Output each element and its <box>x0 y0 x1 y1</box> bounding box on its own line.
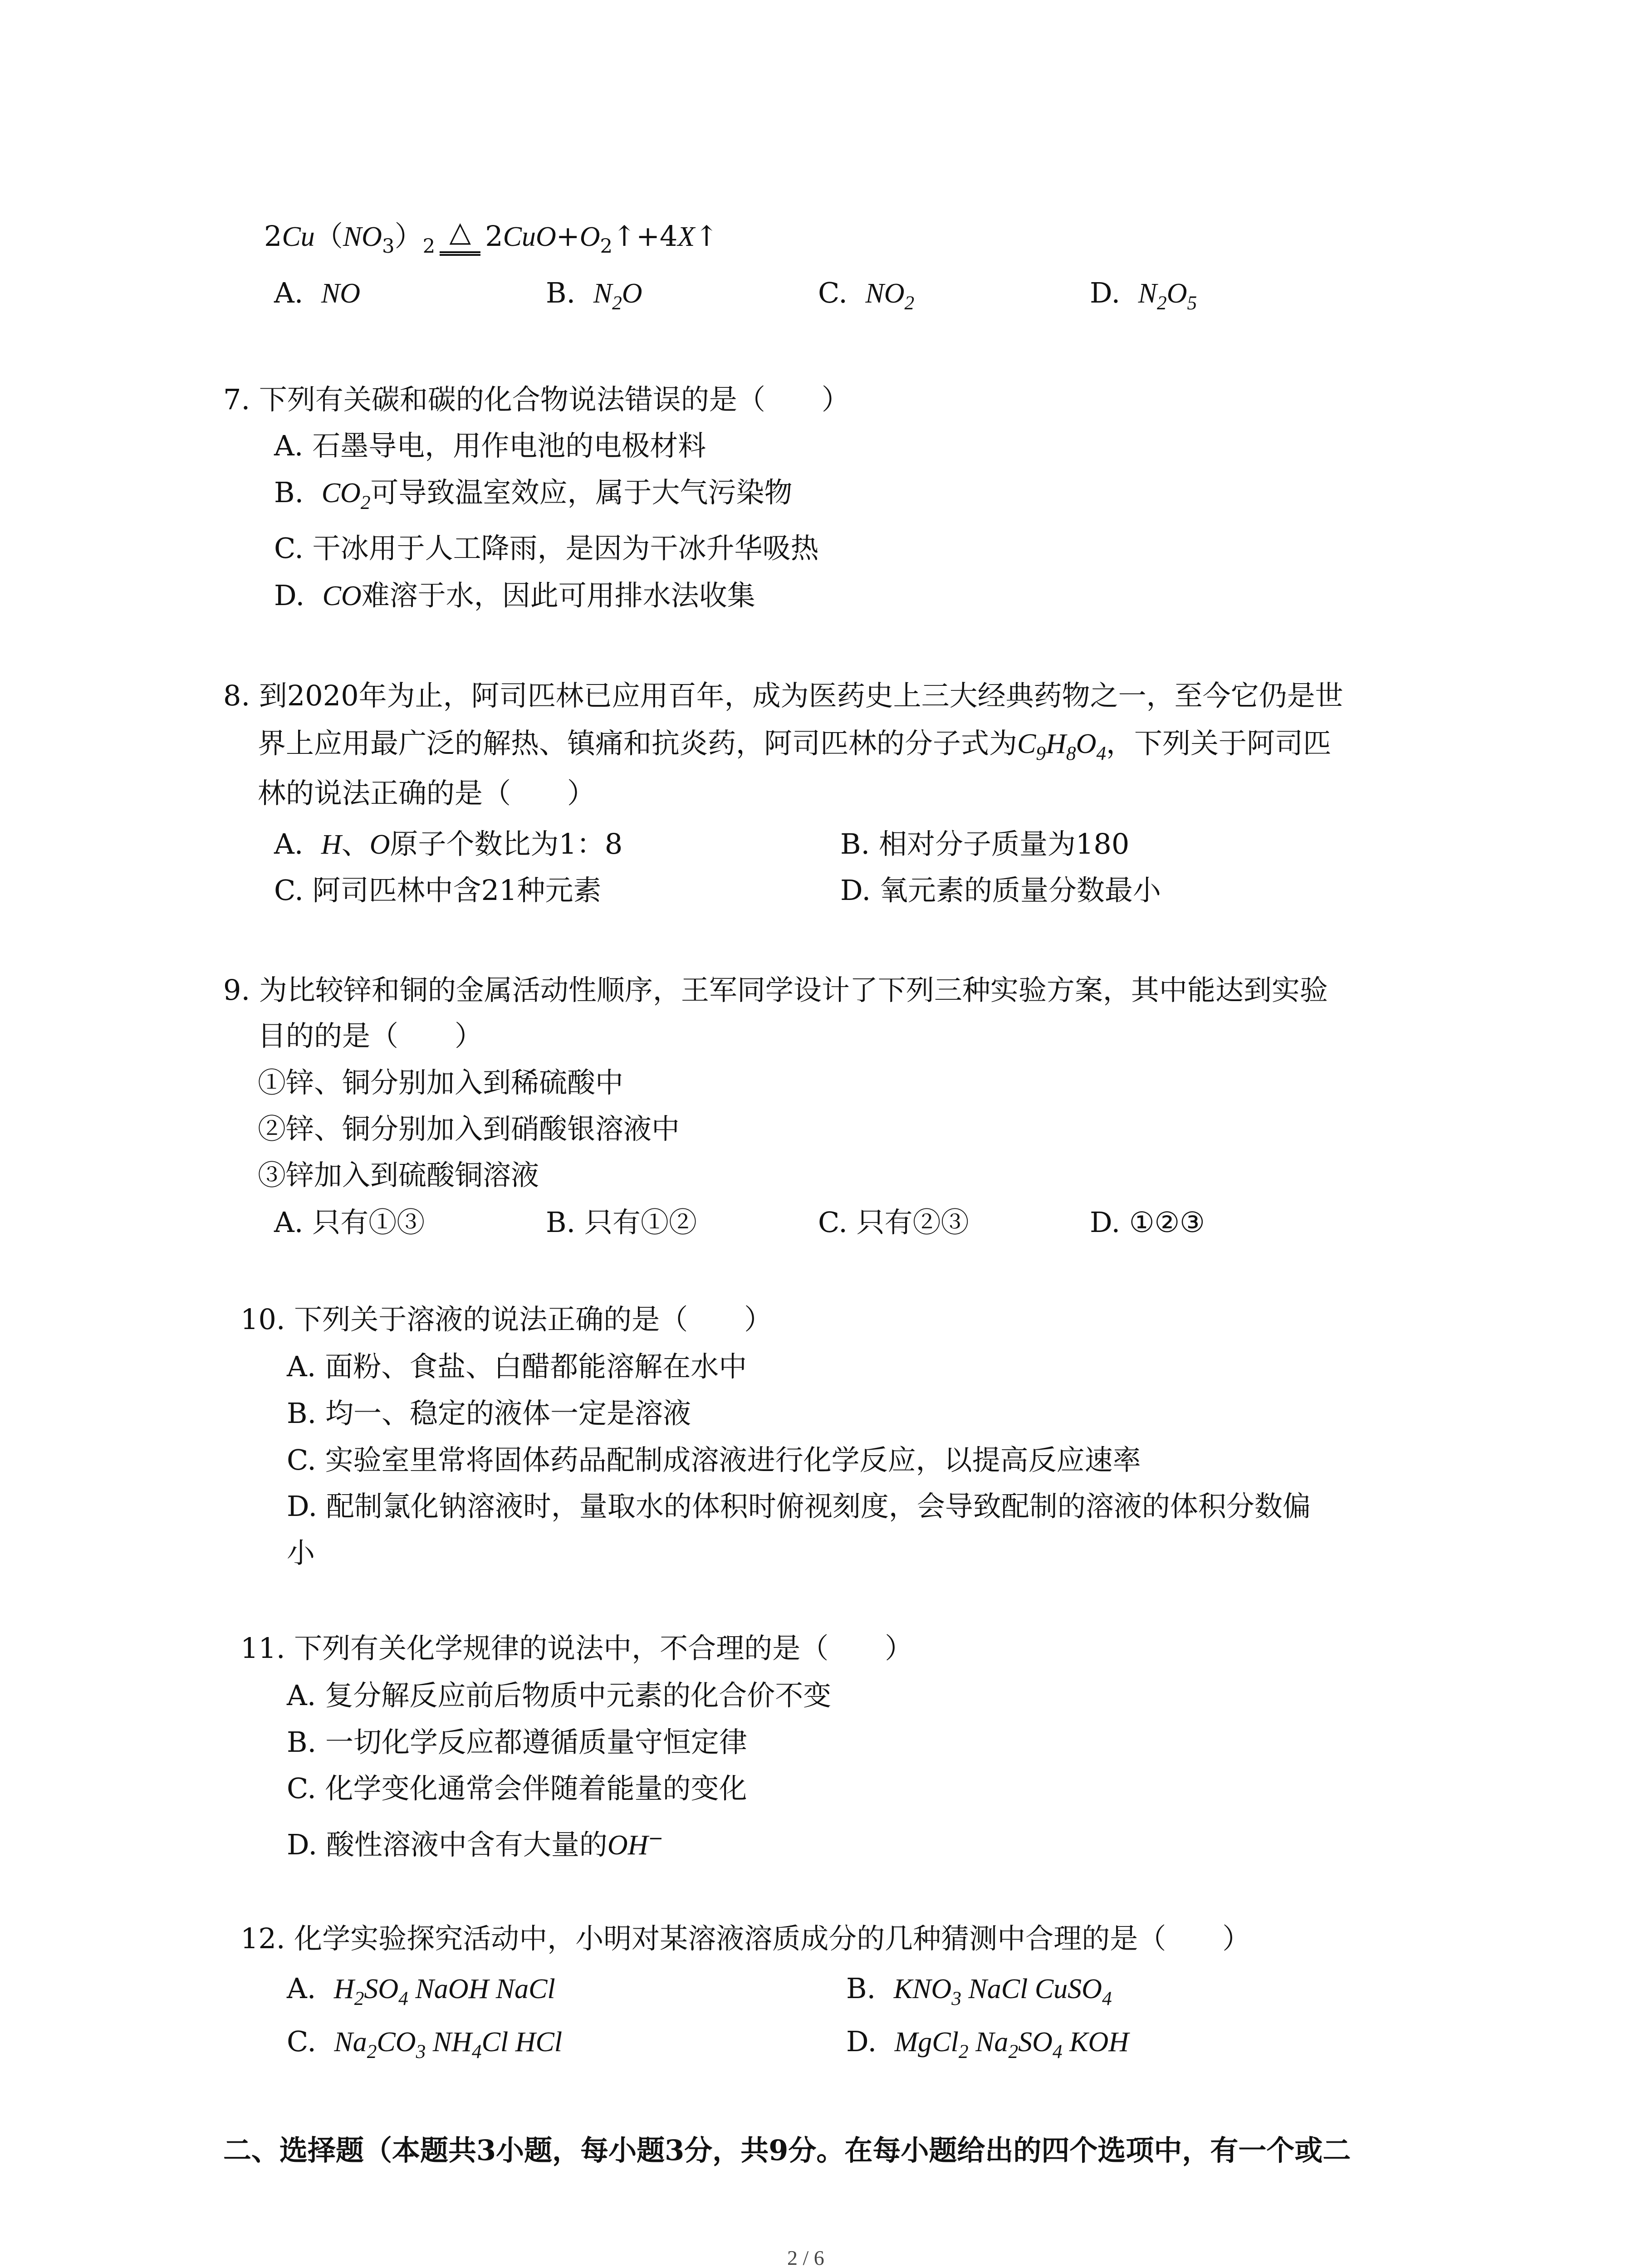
q7-option-d: D. CO难溶于水，因此可用排水法收集 <box>274 579 755 612</box>
q10-option-d-line-1: D. 配制氯化钠溶液时，量取水的体积时俯视刻度，会导致配制的溶液的体积分数偏 <box>287 1490 1311 1523</box>
q10-option-a: A. 面粉、食盐、白醋都能溶解在水中 <box>287 1350 747 1383</box>
eq-arrow: ↑ <box>695 220 719 253</box>
q12-option-b: B. $KNO_3$ NaCl CuSO$_4$ <box>846 1972 1112 2010</box>
q12-option-d: D. MgCl$_2$ $Na_2SO_4$ KOH <box>846 2025 1129 2063</box>
eq-cu: Cu <box>282 221 315 252</box>
eq-no3-sub: 3 <box>382 235 395 258</box>
q12-stem: 12. 化学实验探究活动中，小明对某溶液溶质成分的几种猜测中合理的是（ ） <box>240 1922 1251 1955</box>
eq-rparen: ） <box>394 220 423 253</box>
eq-o2-sub: 2 <box>600 235 613 258</box>
q12-option-a: A. $H_2SO_4$ NaOH NaCl <box>287 1972 555 2010</box>
q9-option-b: B. 只有①② <box>546 1206 697 1239</box>
eq-cuo: CuO <box>503 221 556 252</box>
q8-option-c: C. 阿司匹林中含21种元素 <box>274 874 602 907</box>
q6-option-c: C. $NO_2$ <box>818 276 915 314</box>
q9-option-c: C. 只有②③ <box>818 1206 969 1239</box>
heat-triangle-icon: △ <box>449 215 471 248</box>
q11-option-b: B. 一切化学反应都遵循质量守恒定律 <box>287 1725 747 1759</box>
eq-coef2: 2 <box>485 220 503 253</box>
section-2-heading: 二、选择题（本题共3小题，每小题3分，共9分。在每小题给出的四个选项中，有一个或二 <box>223 2134 1351 2167</box>
q9-option-d: D. ①②③ <box>1090 1206 1205 1239</box>
q8-option-d: D. 氧元素的质量分数最小 <box>840 874 1161 907</box>
q11-option-d: D. 酸性溶液中含有大量的OH− <box>287 1827 664 1861</box>
q8-line-1: 8. 到2020年为止，阿司匹林已应用百年，成为医药史上三大经典药物之一，至今它仍是世 <box>223 679 1343 712</box>
q12-option-c: C. $Na_2CO_3$ $NH_4Cl$ HCl <box>287 2025 563 2063</box>
equals-sign <box>440 251 480 256</box>
q8-option-a: A. H、O原子个数比为1：8 <box>274 827 623 860</box>
eq-sub2: 2 <box>422 235 436 258</box>
q8-line-2: 界上应用最广泛的解热、镇痛和抗炎药，阿司匹林的分子式为$C_9H_8O_4$，下列关于阿司匹 <box>258 727 1332 765</box>
q10-stem: 10. 下列关于溶液的说法正确的是（ ） <box>240 1303 773 1336</box>
q7-stem: 7. 下列有关碳和碳的化合物说法错误的是（ ） <box>223 383 850 416</box>
page-number: 2 / 6 <box>787 2246 824 2268</box>
q9-line-1: 9. 为比较锌和铜的金属活动性顺序，王军同学设计了下列三种实验方案，其中能达到实验 <box>223 973 1328 1007</box>
q9-scheme-2: ②锌、铜分别加入到硝酸银溶液中 <box>258 1112 680 1145</box>
eq-coefficient: 2 <box>264 220 282 253</box>
eq-lparen: （ <box>314 220 343 253</box>
q6-equation <box>264 215 719 258</box>
q10-option-b: B. 均一、稳定的液体一定是溶液 <box>287 1397 691 1430</box>
eq-plus: + <box>556 220 580 253</box>
q11-option-a: A. 复分解反应前后物质中元素的化合价不变 <box>287 1679 832 1712</box>
q7-option-b: B. $CO_2$可导致温室效应，属于大气污染物 <box>274 476 793 514</box>
q11-option-c: C. 化学变化通常会伴随着能量的变化 <box>287 1772 747 1805</box>
eq-no3: NO <box>343 221 382 252</box>
q7-option-c: C. 干冰用于人工降雨，是因为干冰升华吸热 <box>274 532 819 565</box>
eq-x: X <box>677 221 695 252</box>
q10-option-c: C. 实验室里常将固体药品配制成溶液进行化学反应，以提高反应速率 <box>287 1443 1141 1476</box>
q10-option-d-line-2: 小 <box>287 1536 315 1569</box>
eq-o2: O <box>579 221 600 252</box>
q9-option-a: A. 只有①③ <box>274 1206 425 1239</box>
q8-option-b: B. 相对分子质量为180 <box>840 827 1130 860</box>
q8-line-3: 林的说法正确的是（ ） <box>258 777 596 810</box>
q6-option-d: D. $N_2O_5$ <box>1090 276 1197 314</box>
q6-option-b: B. $N_2O$ <box>546 276 642 314</box>
q11-stem: 11. 下列有关化学规律的说法中，不合理的是（ ） <box>240 1632 913 1665</box>
q9-scheme-3: ③锌加入到硫酸铜溶液 <box>258 1158 539 1192</box>
q6-option-a: A. NO <box>274 276 361 309</box>
eq-arrow-plus: ↑+4 <box>612 220 678 253</box>
q9-scheme-1: ①锌、铜分别加入到稀硫酸中 <box>258 1066 624 1099</box>
q7-option-a: A. 石墨导电，用作电池的电极材料 <box>274 429 706 462</box>
heat-condition <box>435 215 485 250</box>
q9-line-2: 目的的是（ ） <box>258 1019 483 1052</box>
